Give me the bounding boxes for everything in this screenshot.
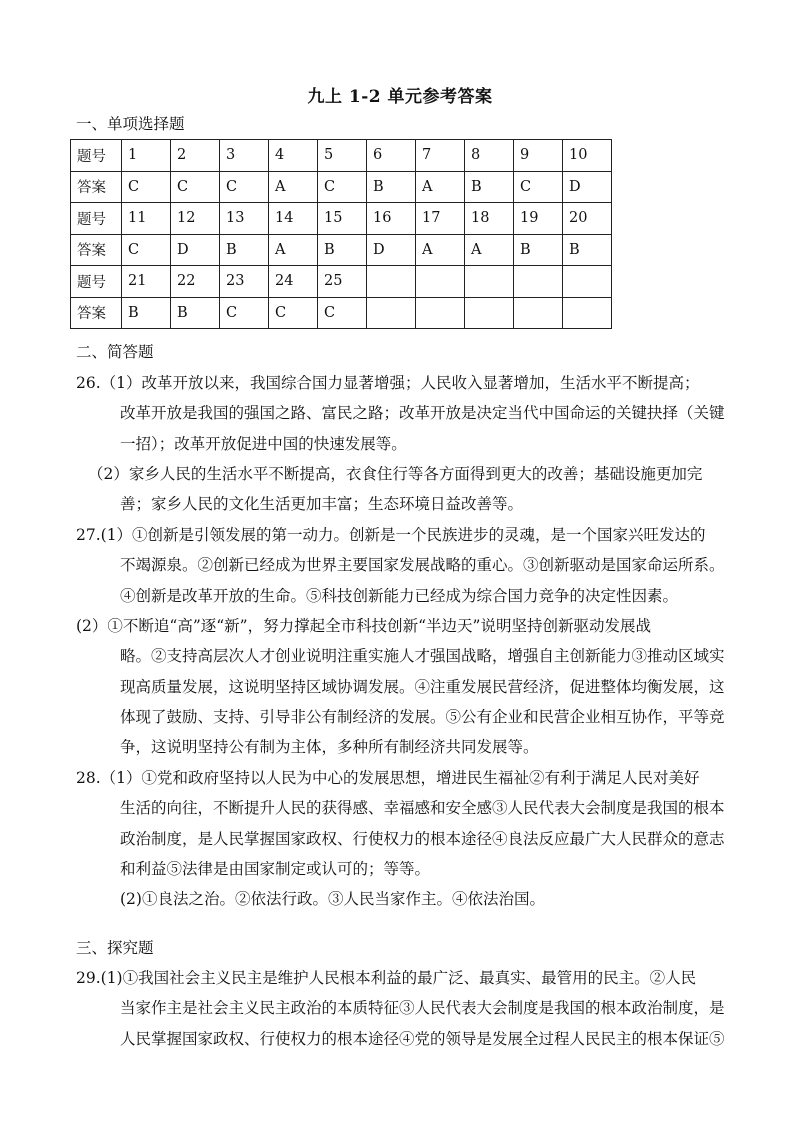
section-heading-inquiry: 三、探究题 bbox=[76, 939, 154, 957]
section-heading-choice: 一、单项选择题 bbox=[76, 115, 185, 133]
table-cell: 8 bbox=[465, 140, 514, 172]
table-cell: B bbox=[171, 297, 220, 329]
table-cell: C bbox=[269, 297, 318, 329]
table-cell bbox=[367, 266, 416, 298]
table-cell: B bbox=[465, 171, 514, 203]
table-cell: A bbox=[416, 234, 465, 266]
table-cell: C bbox=[220, 171, 269, 203]
table-cell: D bbox=[171, 234, 220, 266]
table-cell: B bbox=[514, 234, 563, 266]
table-row-header: 答案 bbox=[71, 297, 122, 329]
table-cell: 9 bbox=[514, 140, 563, 172]
table-cell: 25 bbox=[318, 266, 367, 298]
table-row-header: 答案 bbox=[71, 171, 122, 203]
table-row bbox=[71, 171, 612, 203]
text-line: (2)①良法之治。②依法行政。③人民当家作主。④依法治国。 bbox=[120, 890, 545, 908]
q26-part1 bbox=[76, 368, 736, 459]
table-cell: C bbox=[318, 171, 367, 203]
table-cell bbox=[465, 266, 514, 298]
table-cell bbox=[514, 297, 563, 329]
text-line: 略。②支持高层次人才创业说明注重实施人才强国战略，增强自主创新能力③推动区域实 bbox=[120, 647, 725, 666]
table-cell: 21 bbox=[122, 266, 171, 298]
table-row bbox=[71, 234, 612, 266]
table-cell: B bbox=[367, 171, 416, 203]
table-cell: 20 bbox=[563, 203, 612, 235]
table-cell: 5 bbox=[318, 140, 367, 172]
table-cell: 17 bbox=[416, 203, 465, 235]
table-cell: 13 bbox=[220, 203, 269, 235]
table-cell bbox=[416, 297, 465, 329]
table-cell: 11 bbox=[122, 203, 171, 235]
text-line: 一招）；改革开放促进中国的快速发展等。 bbox=[120, 434, 407, 453]
text-line: 当家作主是社会主义民主政治的本质特征③人民代表大会制度是我国的根本政治制度，是 bbox=[120, 999, 725, 1018]
text-line: （2）家乡人民的生活水平不断提高，衣食住行等各方面得到更大的改善；基础设施更加完 bbox=[88, 465, 703, 483]
table-row-header: 题号 bbox=[71, 140, 122, 172]
text-line: 争，这说明坚持公有制为主体，多种所有制经济共同发展等。 bbox=[120, 738, 539, 757]
page-title: 九上 1-2 单元参考答案 bbox=[307, 87, 493, 107]
text-line: 现高质量发展，这说明坚持区域协调发展。④注重发展民营经济，促进整体均衡发展，这 bbox=[120, 677, 725, 696]
table-cell: D bbox=[563, 171, 612, 203]
table-cell: C bbox=[171, 171, 220, 203]
table-cell: C bbox=[514, 171, 563, 203]
table-cell: D bbox=[367, 234, 416, 266]
table-row bbox=[71, 140, 612, 172]
q28-part1 bbox=[76, 763, 736, 884]
table-cell: A bbox=[416, 171, 465, 203]
table-cell: B bbox=[122, 297, 171, 329]
text-line: 26.（1）改革开放以来，我国综合国力显著增强；人民收入显著增加，生活水平不断提高； bbox=[76, 374, 700, 392]
table-cell: 3 bbox=[220, 140, 269, 172]
table-row bbox=[71, 266, 612, 298]
table-cell: 4 bbox=[269, 140, 318, 172]
text-line: ④创新是改革开放的生命。⑤科技创新能力已经成为综合国力竞争的决定性因素。 bbox=[120, 586, 679, 605]
table-cell: 23 bbox=[220, 266, 269, 298]
table-cell: 19 bbox=[514, 203, 563, 235]
table-cell: C bbox=[122, 234, 171, 266]
text-line: 28.（1）①党和政府坚持以人民为中心的发展思想，增进民生福祉②有利于满足人民对美好 bbox=[76, 769, 700, 787]
answer-table bbox=[70, 139, 612, 329]
text-line: 改革开放是我国的强国之路、富民之路；改革开放是决定当代中国命运的关键抉择（关键 bbox=[120, 404, 725, 423]
text-line: 生活的向往，不断提升人民的获得感、幸福感和安全感③人民代表大会制度是我国的根本 bbox=[120, 799, 725, 818]
table-cell: 24 bbox=[269, 266, 318, 298]
section-heading-short-answer: 二、简答题 bbox=[76, 343, 154, 361]
table-cell: 7 bbox=[416, 140, 465, 172]
text-line: 善；家乡人民的文化生活更加丰富；生态环境日益改善等。 bbox=[120, 495, 524, 514]
table-cell: 6 bbox=[367, 140, 416, 172]
table-cell: C bbox=[220, 297, 269, 329]
table-cell bbox=[367, 297, 416, 329]
table-cell bbox=[416, 266, 465, 298]
table-cell bbox=[563, 297, 612, 329]
table-cell: 18 bbox=[465, 203, 514, 235]
table-row bbox=[71, 203, 612, 235]
table-cell: B bbox=[318, 234, 367, 266]
table-cell bbox=[514, 266, 563, 298]
q26-part2 bbox=[88, 459, 736, 520]
table-cell: A bbox=[269, 171, 318, 203]
q27-part2 bbox=[76, 611, 736, 762]
table-cell: B bbox=[220, 234, 269, 266]
table-cell bbox=[465, 297, 514, 329]
text-line: 政治制度，是人民掌握国家政权、行使权力的根本途径④良法反应最广大人民群众的意志 bbox=[120, 829, 725, 848]
table-cell: 1 bbox=[122, 140, 171, 172]
table-cell bbox=[563, 266, 612, 298]
text-line: 体现了鼓励、支持、引导非公有制经济的发展。⑤公有企业和民营企业相互协作，平等竞 bbox=[120, 707, 725, 726]
text-line: 和利益⑤法律是由国家制定或认可的；等等。 bbox=[120, 859, 431, 878]
table-cell: 16 bbox=[367, 203, 416, 235]
table-cell: A bbox=[465, 234, 514, 266]
table-row-header: 题号 bbox=[71, 266, 122, 298]
q27-part1 bbox=[76, 520, 736, 611]
text-line: 29.(1)①我国社会主义民主是维护人民根本利益的最广泛、最真实、最管用的民主。②人民 bbox=[76, 969, 697, 987]
table-cell: 10 bbox=[563, 140, 612, 172]
table-cell: C bbox=[122, 171, 171, 203]
table-cell: A bbox=[269, 234, 318, 266]
table-cell: 14 bbox=[269, 203, 318, 235]
text-line: 不竭源泉。②创新已经成为世界主要国家发展战略的重心。③创新驱动是国家命运所系。 bbox=[120, 556, 725, 575]
text-line: (2）①不断追“高”逐“新”，努力撑起全市科技创新“半边天”说明坚持创新驱动发展战 bbox=[76, 617, 651, 635]
table-cell: 2 bbox=[171, 140, 220, 172]
text-line: 人民掌握国家政权、行使权力的根本途径④党的领导是发展全过程人民民主的根本保证⑤ bbox=[120, 1029, 725, 1048]
q29-part1 bbox=[76, 963, 736, 1054]
table-cell: 22 bbox=[171, 266, 220, 298]
q28-part2 bbox=[120, 884, 736, 914]
table-cell: C bbox=[318, 297, 367, 329]
text-line: 27.(1）①创新是引领发展的第一动力。创新是一个民族进步的灵魂，是一个国家兴旺发达的 bbox=[76, 526, 706, 544]
table-cell: 15 bbox=[318, 203, 367, 235]
table-row bbox=[71, 297, 612, 329]
table-row-header: 答案 bbox=[71, 234, 122, 266]
table-cell: 12 bbox=[171, 203, 220, 235]
table-row-header: 题号 bbox=[71, 203, 122, 235]
table-cell: B bbox=[563, 234, 612, 266]
